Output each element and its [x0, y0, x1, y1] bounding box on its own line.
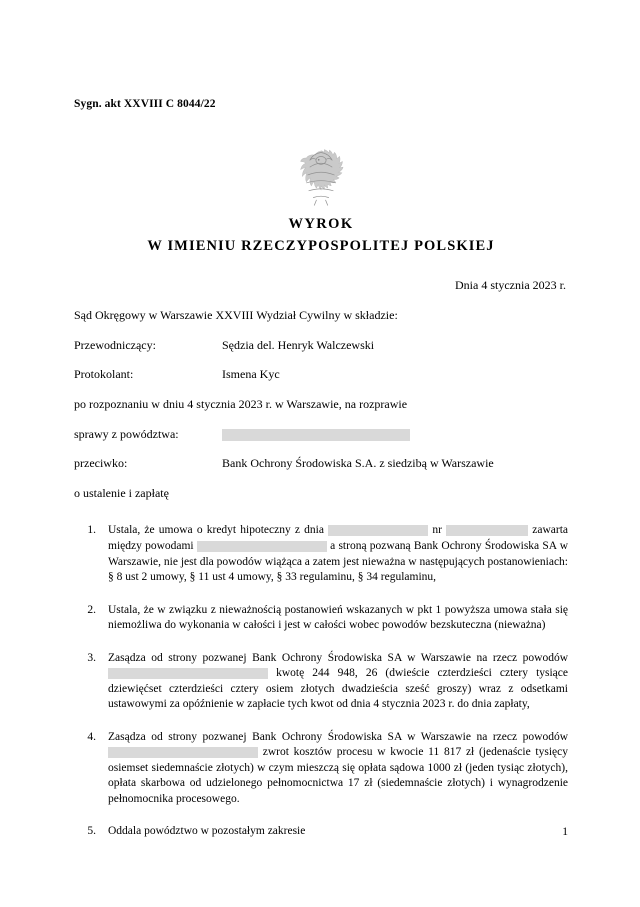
ruling-segment-text: zwrot kosztów procesu w kwocie 11 817 zł (jedenaście tysięcy osiemset siedemnaście złotych) w czym mieszczą się opłata sądowa 1000 zł (jeden tysiąc złotych), opłata skarbowa od udzielonego pełnomocnictwa 17 zł (siedemnaście złotych) i wynagrodzenie pełnomocnika procesowego.	[108, 746, 568, 805]
judgment-title	[74, 216, 568, 255]
role-label-recorder: Protokolant:	[74, 366, 134, 381]
ruling-item	[74, 824, 568, 840]
subject-line: o ustalenie i zapłatę	[74, 485, 169, 500]
ruling-segment-text: nr	[428, 524, 447, 537]
redacted-plaintiffs	[108, 668, 268, 679]
redacted-plaintiffs	[108, 747, 258, 758]
party-value-defendant: Bank Ochrony Środowiska S.A. z siedzibą w Warszawie	[222, 455, 494, 470]
role-row-recorder	[74, 367, 568, 382]
ruling-item	[74, 523, 568, 585]
redacted-contract-number	[446, 525, 528, 536]
party-row-defendant	[74, 456, 568, 471]
page-number: 1	[562, 826, 568, 838]
role-value-recorder: Ismena Kyc	[222, 366, 280, 381]
ruling-number: 3.	[87, 651, 96, 664]
ruling-item	[74, 730, 568, 808]
ruling-item	[74, 651, 568, 713]
polish-eagle-emblem-icon	[292, 148, 350, 210]
document-body	[74, 0, 568, 857]
ruling-segment-text: Zasądza od strony pozwanej Bank Ochrony Środowiska SA w Warszawie na rzecz powodów	[108, 651, 568, 664]
case-number: Sygn. akt XXVIII C 8044/22	[74, 98, 216, 110]
ruling-text	[108, 523, 568, 585]
party-label-defendant: przeciwko:	[74, 455, 128, 470]
ruling-text	[108, 730, 568, 808]
ruling-number: 5.	[87, 825, 96, 838]
title-rzeczpospolita: W IMIENIU RZECZYPOSPOLITEJ POLSKIEJ	[147, 238, 495, 254]
ruling-text	[108, 651, 568, 713]
ruling-number: 1.	[87, 524, 96, 537]
judgment-date: Dnia 4 stycznia 2023 r.	[455, 278, 566, 292]
role-row-presiding	[74, 338, 568, 353]
ruling-item	[74, 603, 568, 634]
redacted-plaintiff-name	[222, 429, 410, 441]
ruling-segment-text: Ustala, że umowa o kredyt hipoteczny z dnia	[108, 524, 329, 537]
redacted-plaintiffs	[197, 541, 327, 552]
ruling-segment-text: a stroną pozwaną Bank Ochrony Środowiska SA w Warszawie, nie jest dla powodów wiążąca a zatem jest nieważna w następujących postanowieniach: § 8 ust 2 umowy, § 11 ust 4 umowy, § 33 regulaminu, § 34 regulaminu,	[108, 540, 569, 584]
redacted-contract-date	[328, 525, 428, 536]
rulings-list	[74, 523, 568, 839]
ruling-segment-text: Zasądza od strony pozwanej Bank Ochrony Środowiska SA w Warszawie na rzecz powodów	[108, 730, 568, 743]
ruling-text: Oddala powództwo w pozostałym zakresie	[108, 825, 306, 838]
ruling-segment-text: kwotę 244 948, 26 (dwieście czterdzieści cztery tysiące dziewięćset czterdzieści cztery osiem złotych dwadzieścia sześć groszy) wraz z odsetkami ustawowymi za opóźnienie w zapłacie tych kwot od dnia 4 stycznia 2023 r. do dnia zapłaty,	[108, 667, 568, 711]
ruling-number: 2.	[87, 603, 96, 616]
party-value-plaintiff	[222, 427, 568, 442]
ruling-number: 4.	[87, 730, 96, 743]
hearing-line: po rozpoznaniu w dniu 4 stycznia 2023 r. w Warszawie, na rozprawie	[74, 396, 408, 411]
ruling-text: Ustala, że w związku z nieważnością postanowień wskazanych w pkt 1 powyższa umowa stała się niemożliwa do wykonania w całości i jest w całości wobec powodów bezskuteczna (nieważna)	[108, 603, 568, 632]
title-wyrok: WYROK	[288, 216, 354, 232]
party-label-plaintiff: sprawy z powództwa:	[74, 426, 179, 441]
emblem-container	[74, 148, 568, 210]
ruling-segment-text: zawarta między powodami	[108, 524, 568, 552]
party-row-plaintiff	[74, 427, 568, 442]
role-value-presiding: Sędzia del. Henryk Walczewski	[222, 337, 375, 352]
role-label-presiding: Przewodniczący:	[74, 337, 156, 352]
court-composition-line: Sąd Okręgowy w Warszawie XXVIII Wydział Cywilny w składzie:	[74, 308, 398, 322]
